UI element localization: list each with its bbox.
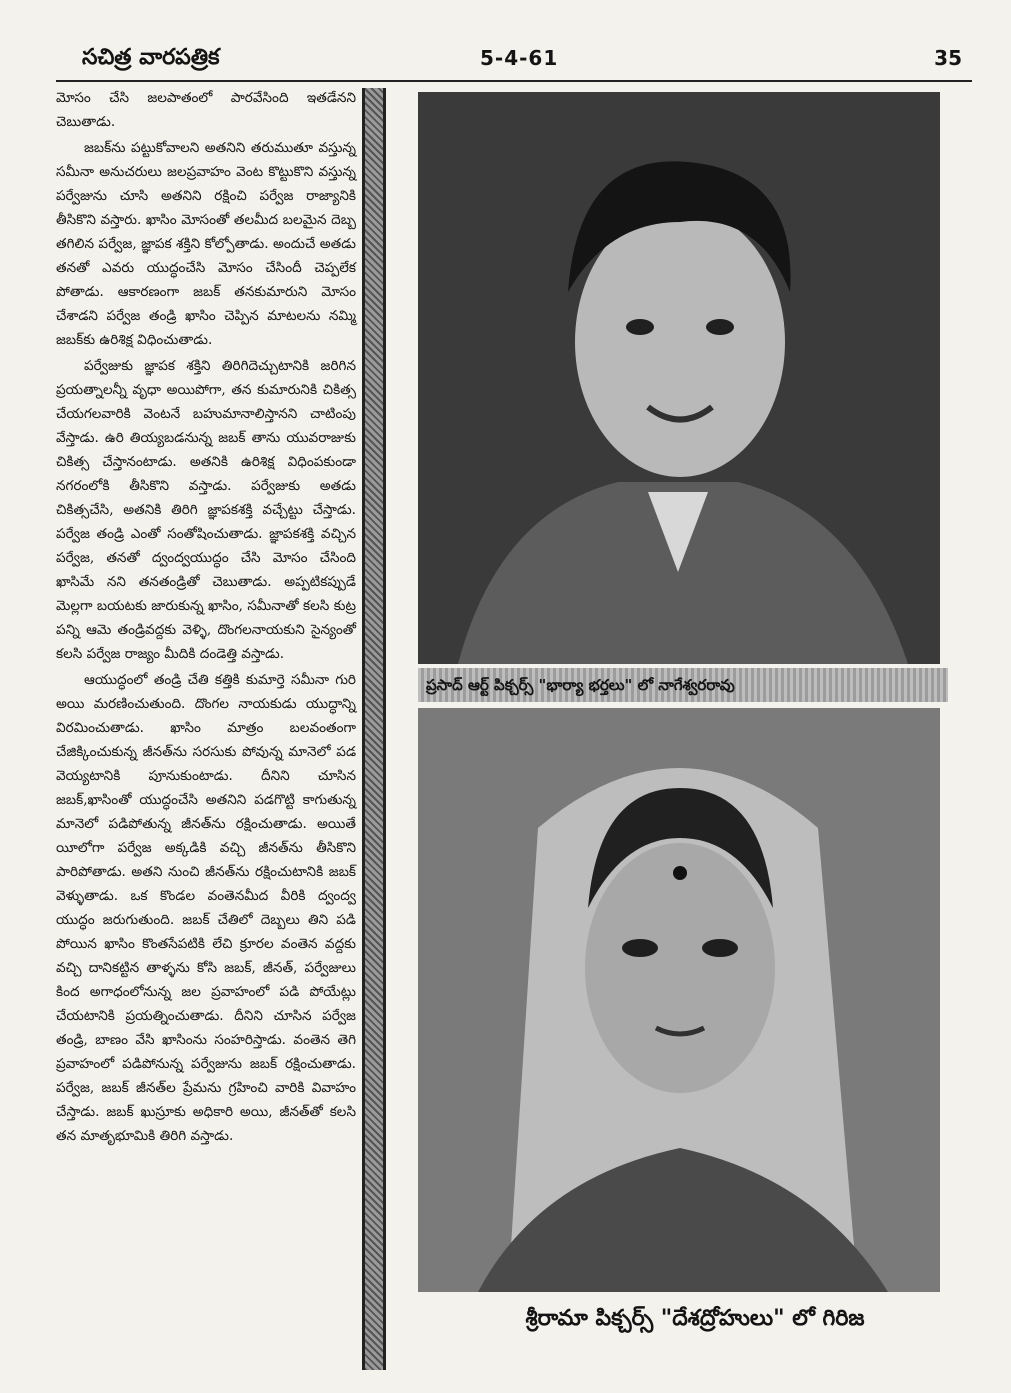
article-paragraph: మోసం చేసి జలపాతంలో పారవేసింది ఇతడేనని చెబుతాడు.: [56, 90, 356, 130]
photo-caption-top: ప్రసాద్ ఆర్ట్ పిక్చర్స్ "భార్యా భర్తలు" లో నాగేశ్వరరావు: [418, 668, 948, 702]
column-divider-bar: [362, 88, 386, 1370]
header-rule: [56, 80, 972, 82]
portrait-man-photo: [418, 92, 940, 664]
article-paragraph: జబక్‌ను పట్టుకోవాలని అతనిని తరుముతూ వస్తున్న సమీనా అనుచరులు జలప్రవాహం వెంట కొట్టుకొని వస్తున్న పర్వేజును చూసి అతనిని రక్షించి పర్వేజ రాజ్యానికి తీసికొని వస్తారు. ఖాసిం మోసంతో తలమీద బలమైన దెబ్బ తగిలిన పర్వేజ, జ్ఞాపక శక్తిని కోల్పోతాడు. అందుచే అతడు తనతో ఎవరు యుద్ధంచేసి మోసం చేసిందీ చెప్పలేక పోతాడు. ఆకారణంగా జబక్ తనకుమారుని మోసం చేశాడని పర్వేజ తండ్రి ఖాసిం చెప్పిన మాటలను నమ్మి జబక్‌కు ఉరిశిక్ష విధించుతాడు.: [56, 140, 356, 348]
publication-title: సచిత్ర వారపత్రిక: [82, 44, 220, 70]
portrait-woman-illustration: [418, 708, 940, 1292]
photo-caption-bottom: శ్రీరామా పిక్చర్స్ "దేశద్రోహులు" లో గిరిజ: [525, 1305, 865, 1331]
article-paragraph: పర్వేజుకు జ్ఞాపక శక్తిని తిరిగిదెచ్చుటానికి జరిగిన ప్రయత్నాలన్నీ వృధా అయిపోగా, తన కుమారునికి చికిత్స చేయగలవారికి వెంటనే బహుమానాలిస్తానని చాటింపు వేస్తాడు. ఉరి తియ్యబడనున్న జబక్ తాను యువరాజుకు చికిత్స చేస్తానంటాడు. అతనికి ఉరిశిక్ష విధింపకుండా నగరంలోకి తీసికొని వస్తాడు. పర్వేజుకు అతడు చికిత్సచేసి, అతనికి తిరిగి జ్ఞాపకశక్తి వచ్చేట్టు చేస్తాడు. పర్వేజ తండ్రి ఎంతో సంతోషించుతాడు. జ్ఞాపకశక్తి వచ్చిన పర్వేజ, తనతో ద్వంద్వయుద్ధం చేసి మోసం చేసింది ఖాసిమే నని తనతండ్రితో చెబుతాడు. అప్పటికప్పుడే మెల్లగా బయటకు జారుకున్న ఖాసిం, సమీనాతో కలసి కుట్ర పన్ని ఆమె తండ్రివద్దకు వెళ్ళి, దొంగలనాయకుని సైన్యంతో కలసి పర్వేజ రాజ్యం మీదికి దండెత్తి వస్తాడు.: [56, 358, 356, 662]
article-paragraph: ఆయుద్ధంలో తండ్రి చేతి కత్తికి కుమార్తె సమీనా గురి అయి మరణించుతుంది. దొంగల నాయకుడు యుద్ధాన్ని విరమించుతాడు. ఖాసిం మాత్రం బలవంతంగా చేజిక్కించుకున్న జీనత్‌ను సరసుకు పోవున్న మానెలో పడ వెయ్యటానికి పూనుకుంటాడు. దీనిని చూసిన జబక్,ఖాసింతో యుద్ధంచేసి అతనిని పడగొట్టి కాగుతున్న మానెలో పడిపోతున్న జీనత్‌ను రక్షించుతాడు. అయితే యీలోగా పర్వేజ అక్కడికి వచ్చి జీనత్‌ను తీసికొని పారిపోతాడు. అతని నుంచి జీనత్‌ను రక్షించుటానికి జబక్ వెళ్ళుతాడు. ఒక కొండల వంతెనమీద వీరికి ద్వంద్వ యుద్ధం జరుగుతుంది. జబక్ చేతిలో దెబ్బలు తిని పడి పోయిన ఖాసిం కొంతసేపటికి లేచి క్రూరల వంతెన వద్దకు వచ్చి దానికట్టిన తాళ్ళను కోసి జబక్, జీనత్, పర్వేజులు కింద అగాధంలోనున్న జల ప్రవాహంలో పడి పోయేట్లు చేయటానికి ప్రయత్నించుతాడు. దీనిని చూసిన పర్వేజ తండ్రి, బాణం వేసి ఖాసింను సంహరిస్తాడు. వంతెన తెగి ప్రవాహంలో పడిపోనున్న పర్వేజును జబక్ రక్షించుతాడు. పర్వేజ, జబక్ జీనత్‌ల ప్రేమను గ్రహించి వారికి వివాహం చేస్తాడు. జబక్ ఖుస్రూకు అధికారి అయి, జీనత్‌తో కలసి తన మాతృభూమికి తిరిగి వస్తాడు.: [56, 672, 356, 1144]
portrait-man-illustration: [418, 92, 940, 664]
portrait-woman-photo: [418, 708, 940, 1292]
page-header: [82, 38, 962, 78]
article-text-column: [56, 86, 356, 1336]
issue-date: 5-4-61: [480, 46, 559, 70]
page-number: 35: [934, 46, 962, 70]
